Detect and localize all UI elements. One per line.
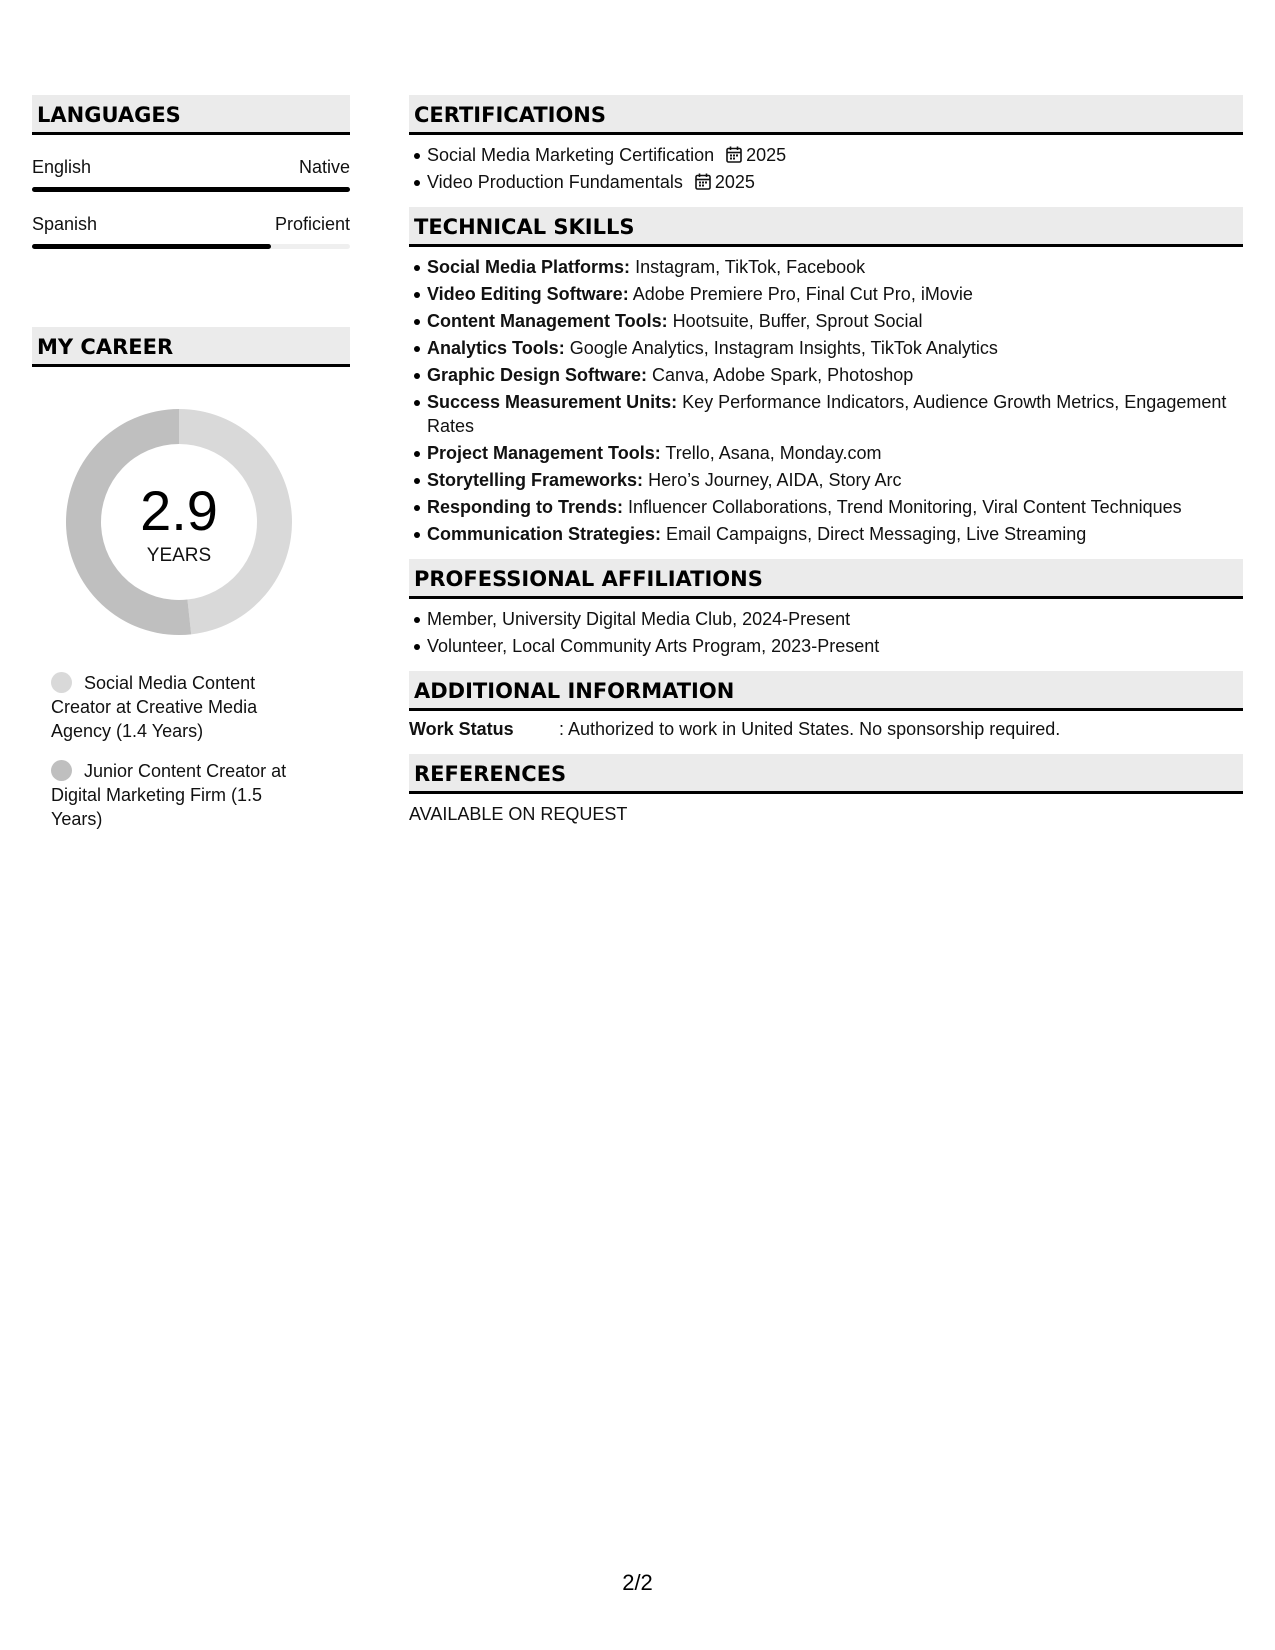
legend-dot-icon [51, 760, 72, 781]
language-spanish [32, 212, 350, 249]
skill-item [427, 255, 1243, 279]
language-row [32, 212, 350, 236]
skill-label: Content Management Tools: [427, 311, 668, 331]
skill-value: Instagram, TikTok, Facebook [630, 257, 866, 277]
skill-label: Project Management Tools: [427, 443, 661, 463]
language-proficiency-bar [32, 244, 350, 249]
certification-item [427, 170, 1243, 194]
skill-label: Responding to Trends: [427, 497, 623, 517]
skill-label: Communication Strategies: [427, 524, 662, 544]
additional-info-heading: ADDITIONAL INFORMATION [409, 671, 1243, 711]
language-proficiency-fill [32, 244, 271, 249]
career-heading: MY CAREER [32, 327, 350, 367]
career-legend-item [51, 671, 312, 743]
references-heading: REFERENCES [409, 754, 1243, 794]
skill-item [427, 468, 1243, 492]
calendar-icon [695, 173, 711, 190]
work-status-label: Work Status [409, 719, 514, 739]
references-text: AVAILABLE ON REQUEST [409, 804, 628, 824]
career-donut-chart [66, 409, 292, 635]
skill-value: Adobe Premiere Pro, Final Cut Pro, iMovie [628, 284, 973, 304]
affiliation-item: Volunteer, Local Community Arts Program, 2023-Present [427, 634, 1243, 658]
career-legend-item [51, 759, 312, 831]
language-english [32, 155, 350, 192]
work-status-value: : Authorized to work in United States. No sponsorship required. [559, 719, 1061, 739]
affiliations-heading: PROFESSIONAL AFFILIATIONS [409, 559, 1243, 599]
skill-item [427, 363, 1243, 387]
language-level: Native [298, 157, 350, 177]
technical-skills-heading: TECHNICAL SKILLS [409, 207, 1243, 247]
skill-item [427, 522, 1243, 546]
right-column [409, 95, 1243, 826]
skill-value: Email Campaigns, Direct Messaging, Live Streaming [661, 524, 1087, 544]
language-row [32, 155, 350, 179]
donut-center [66, 409, 292, 635]
language-proficiency-bar [32, 187, 350, 192]
skill-item [427, 309, 1243, 333]
left-column [32, 95, 350, 847]
certifications-list [409, 143, 1243, 194]
skill-item [427, 336, 1243, 360]
career-total-years: 2.9 [140, 479, 218, 542]
career-legend-label: Junior Content Creator at Digital Marketing Firm (1.5 Years) [51, 761, 287, 829]
skill-label: Analytics Tools: [427, 338, 565, 358]
certification-item [427, 143, 1243, 167]
certifications-heading: CERTIFICATIONS [409, 95, 1243, 135]
skill-item [427, 495, 1243, 519]
skill-label: Video Editing Software: [427, 284, 629, 304]
skill-value: Google Analytics, Instagram Insights, TikTok Analytics [564, 338, 998, 358]
skill-item [427, 282, 1243, 306]
legend-dot-icon [51, 672, 72, 693]
certification-name: Video Production Fundamentals [427, 172, 683, 192]
skill-value: Key Performance Indicators, Audience Growth Metrics, Engagement Rates [427, 392, 1227, 436]
skill-item [427, 390, 1243, 438]
affiliations-list [409, 607, 1243, 658]
skill-value: Hero’s Journey, AIDA, Story Arc [643, 470, 902, 490]
language-level: Proficient [274, 214, 350, 234]
certification-year: 2025 [714, 172, 755, 192]
page-number: 2/2 [622, 1570, 653, 1595]
language-name: English [32, 157, 92, 177]
skill-value: Canva, Adobe Spark, Photoshop [647, 365, 914, 385]
work-status-row [409, 717, 1243, 741]
technical-skills-list [409, 255, 1243, 546]
affiliation-item: Member, University Digital Media Club, 2024-Present [427, 607, 1243, 631]
skill-value: Hootsuite, Buffer, Sprout Social [667, 311, 923, 331]
skill-label: Success Measurement Units: [427, 392, 678, 412]
skill-value: Influencer Collaborations, Trend Monitoring, Viral Content Techniques [623, 497, 1182, 517]
skill-label: Social Media Platforms: [427, 257, 631, 277]
language-proficiency-fill [32, 187, 350, 192]
certification-name: Social Media Marketing Certification [427, 145, 715, 165]
skill-label: Graphic Design Software: [427, 365, 648, 385]
skill-label: Storytelling Frameworks: [427, 470, 644, 490]
language-name: Spanish [32, 214, 98, 234]
career-years-unit: YEARS [146, 545, 212, 566]
career-legend [32, 671, 312, 831]
certification-year: 2025 [746, 145, 787, 165]
skill-item [427, 441, 1243, 465]
skill-value: Trello, Asana, Monday.com [660, 443, 882, 463]
languages-heading: LANGUAGES [32, 95, 350, 135]
career-legend-label: Social Media Content Creator at Creative Media Agency (1.4 Years) [51, 673, 258, 741]
calendar-icon [726, 146, 742, 163]
